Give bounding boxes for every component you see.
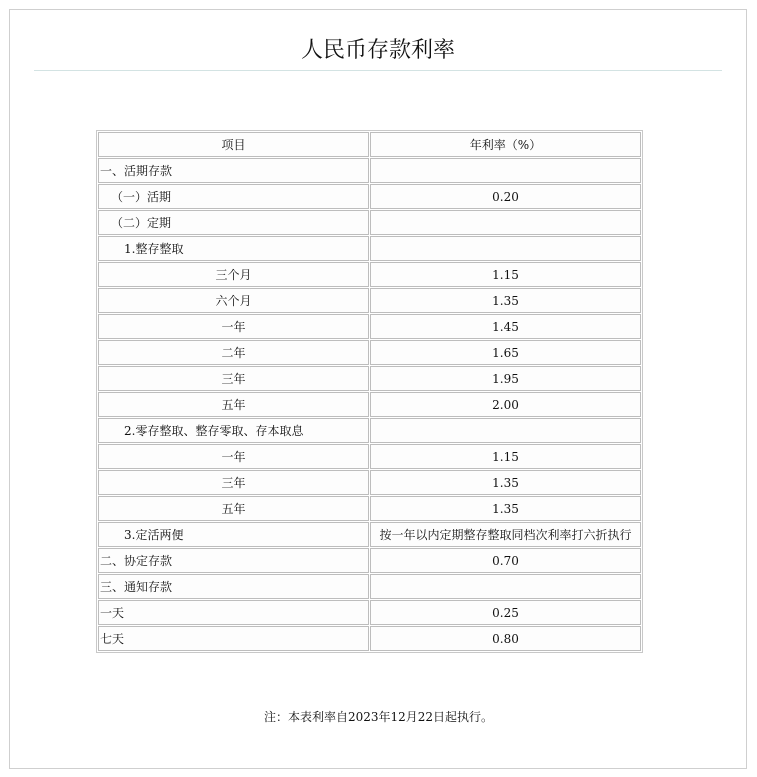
row-rate: 1.35 (370, 470, 641, 495)
table-row (98, 288, 641, 313)
row-rate (370, 574, 641, 599)
table-row (98, 600, 641, 625)
row-rate: 0.25 (370, 600, 641, 625)
row-rate: 2.00 (370, 392, 641, 417)
row-item: （一）活期 (98, 184, 369, 209)
table-row (98, 418, 641, 443)
row-item: 一、活期存款 (98, 158, 369, 183)
table-row (98, 392, 641, 417)
table-row (98, 366, 641, 391)
table-row (98, 444, 641, 469)
row-item: 2.零存整取、整存零取、存本取息 (98, 418, 369, 443)
table-row (98, 184, 641, 209)
row-item: 一年 (98, 444, 369, 469)
row-item: 三个月 (98, 262, 369, 287)
row-item: 三年 (98, 366, 369, 391)
row-item: 三年 (98, 470, 369, 495)
row-item: 3.定活两便 (98, 522, 369, 547)
table-row (98, 522, 641, 547)
table-row (98, 340, 641, 365)
table-header-row (98, 132, 641, 157)
page-title: 人民币存款利率 (300, 38, 455, 63)
table-row (98, 470, 641, 495)
title-divider (34, 70, 722, 71)
row-rate: 0.20 (370, 184, 641, 209)
row-rate (370, 210, 641, 235)
row-item: 五年 (98, 496, 369, 521)
row-item: 一年 (98, 314, 369, 339)
table-row (98, 236, 641, 261)
table-row (98, 626, 641, 651)
table-row (98, 496, 641, 521)
row-rate: 1.95 (370, 366, 641, 391)
table-row (98, 210, 641, 235)
row-item: 三、通知存款 (98, 574, 369, 599)
header-item: 项目 (98, 132, 369, 157)
deposit-rate-table (96, 130, 643, 653)
row-rate (370, 236, 641, 261)
row-rate: 1.35 (370, 496, 641, 521)
row-item: 七天 (98, 626, 369, 651)
row-rate: 0.70 (370, 548, 641, 573)
row-item: 五年 (98, 392, 369, 417)
footnote: 注：本表利率自2023年12月22日起执行。 (263, 710, 494, 724)
table-row (98, 158, 641, 183)
table-row (98, 574, 641, 599)
row-rate: 0.80 (370, 626, 641, 651)
row-item: 六个月 (98, 288, 369, 313)
row-rate: 1.65 (370, 340, 641, 365)
row-rate: 1.45 (370, 314, 641, 339)
row-item: 一天 (98, 600, 369, 625)
row-rate: 按一年以内定期整存整取同档次利率打六折执行 (370, 522, 641, 547)
row-rate (370, 158, 641, 183)
table-row (98, 314, 641, 339)
row-item: 二、协定存款 (98, 548, 369, 573)
header-rate: 年利率（%） (370, 132, 641, 157)
row-rate: 1.15 (370, 262, 641, 287)
row-item: 1.整存整取 (98, 236, 369, 261)
row-rate: 1.35 (370, 288, 641, 313)
row-item: （二）定期 (98, 210, 369, 235)
table-row (98, 262, 641, 287)
row-item: 二年 (98, 340, 369, 365)
row-rate (370, 418, 641, 443)
row-rate: 1.15 (370, 444, 641, 469)
table-row (98, 548, 641, 573)
